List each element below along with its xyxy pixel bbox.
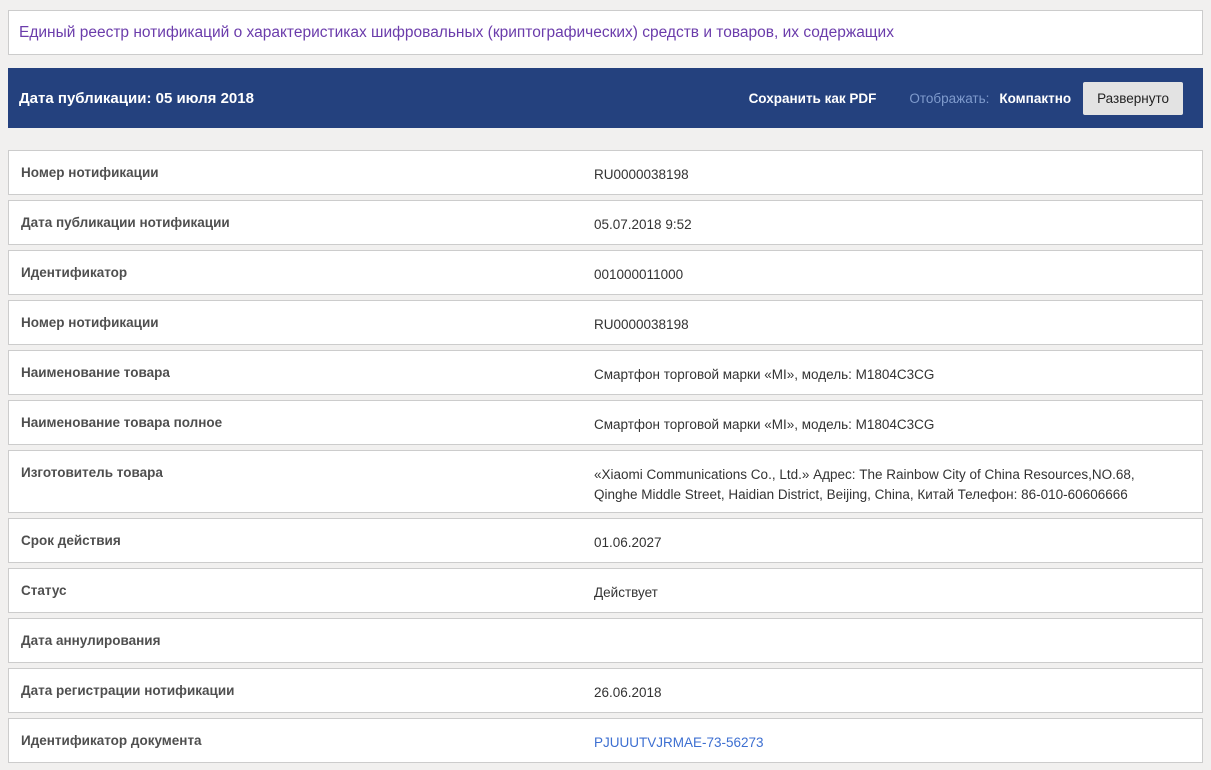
field-label: Идентификатор [21,265,128,280]
field-value: RU0000038198 [594,317,689,332]
field-value: 001000011000 [594,267,684,282]
field-value: 01.06.2027 [594,535,662,551]
publication-date-label: Дата публикации: 05 июля 2018 [19,89,254,107]
field-value: 05.07.2018 9:52 [594,217,692,232]
field-label: Идентификатор документа [21,733,202,749]
toolbar [8,68,1203,128]
field-value: Смартфон торговой марки «MI», модель: M1804C3CG [594,417,935,432]
table-row [8,400,1203,445]
table-row [8,568,1203,613]
display-expanded-button[interactable]: Развернуто [1083,82,1183,115]
field-label: Наименование товара полное [21,415,223,430]
toolbar-actions [749,82,1183,115]
table-row [8,618,1203,663]
table-row [8,150,1203,195]
field-label: Дата аннулирования [21,633,161,649]
field-label: Изготовитель товара [21,465,163,480]
table-row [8,450,1203,513]
page-title: Единый реестр нотификаций о характеристиках шифровальных (криптографических) средств и товаров, их содержащих [19,23,894,41]
document-id-link[interactable]: PJUUUTVJRMAE-73-56273 [594,735,764,751]
field-value: 26.06.2018 [594,685,662,701]
field-value: RU0000038198 [594,167,689,182]
table-row [8,300,1203,345]
records-list [8,150,1203,763]
field-value: «Xiaomi Communications Co., Ltd.» Адрес: The Rainbow City of China Resources,NO.68, Qinghe Middle Street, Haidian District, Beijing, China, Китай Телефон: 86-010-60606666 [594,467,1135,502]
table-row [8,668,1203,713]
table-row [8,350,1203,395]
field-label: Срок действия [21,533,121,549]
table-row [8,200,1203,245]
field-label: Номер нотификации [21,315,159,330]
page-title-card [8,10,1203,55]
table-row [8,250,1203,295]
table-row [8,718,1203,763]
field-label: Наименование товара [21,365,170,380]
field-label: Дата регистрации нотификации [21,683,235,699]
display-mode-label: Отображать: [909,90,990,106]
save-as-pdf-link[interactable]: Сохранить как PDF [748,90,877,106]
table-row [8,518,1203,563]
field-value: Смартфон торговой марки «MI», модель: M1804C3CG [594,367,935,382]
field-label: Дата публикации нотификации [21,215,230,230]
display-compact-link[interactable]: Компактно [999,90,1072,106]
field-label: Номер нотификации [21,165,159,180]
field-label: Статус [21,583,67,599]
field-value: Действует [594,585,658,601]
